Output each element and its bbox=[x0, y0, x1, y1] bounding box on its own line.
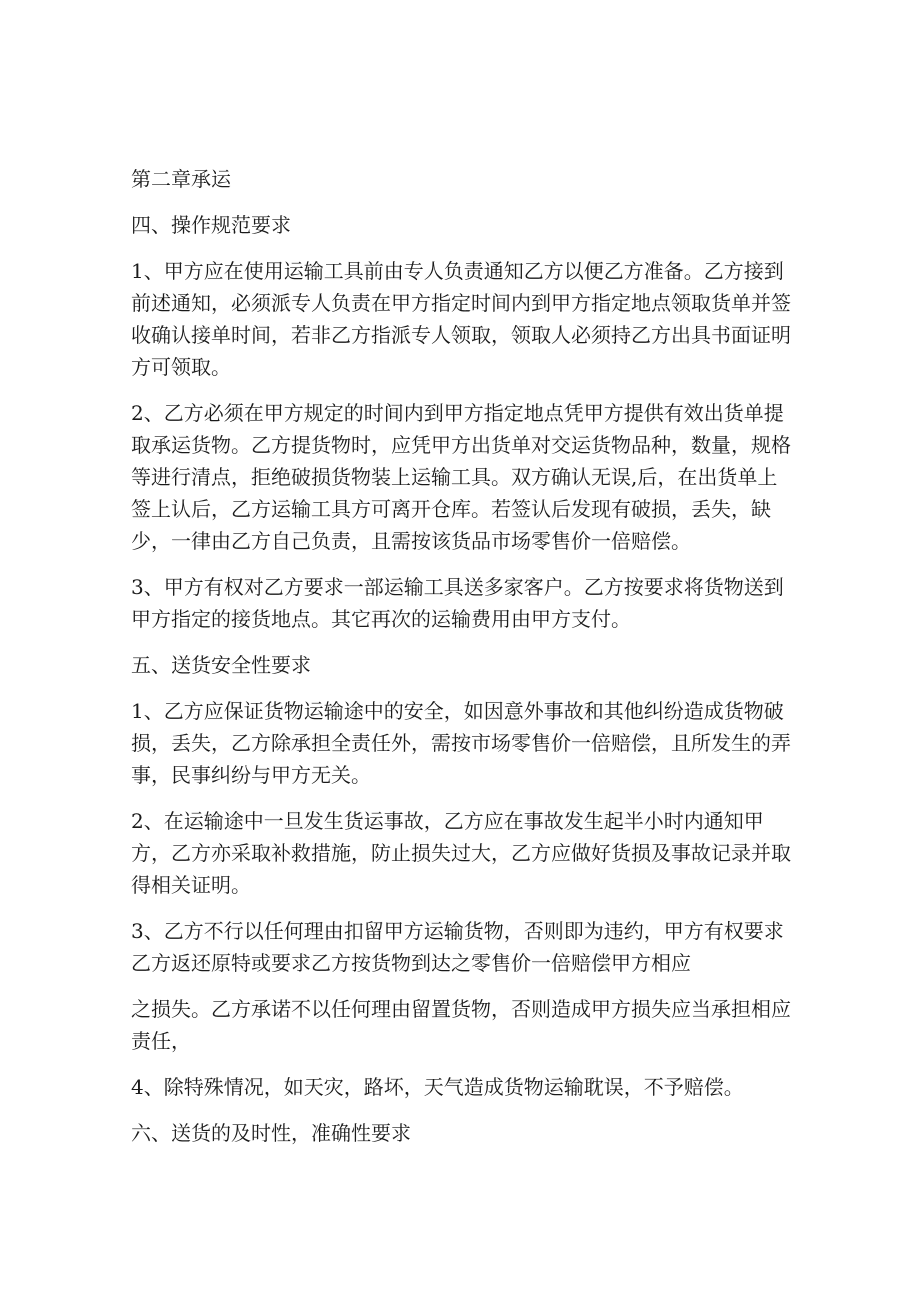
text-line: 签上认后，乙方运输工具方可离开仓库。若签认后发现有破损，丢失，缺 bbox=[131, 497, 771, 521]
section5-item3-part2 bbox=[131, 993, 793, 1057]
text-line: 3、甲方有权对乙方要求一部运输工具送多家客户。乙方按要求将货物送到 bbox=[131, 575, 784, 599]
text-line: 1、甲方应在使用运输工具前由专人负责通知乙方以便乙方准备。乙方接到 bbox=[131, 259, 784, 283]
text-line: 2、乙方必须在甲方规定的时间内到甲方指定地点凭甲方提供有效出货单提 bbox=[131, 401, 784, 425]
text-line: 方，乙方亦采取补救措施，防止损失过大，乙方应做好货损及事故记录并取 bbox=[131, 841, 791, 865]
section5-item4 bbox=[131, 1071, 793, 1103]
chapter-title bbox=[131, 163, 793, 195]
text-line: 之损失。乙方承诺不以任何理由留置货物，否则造成甲方损失应当承担相应 bbox=[131, 997, 791, 1021]
text-line: 甲方指定的接货地点。其它再次的运输费用由甲方支付。 bbox=[131, 607, 631, 631]
text-line: 五、送货安全性要求 bbox=[131, 653, 311, 677]
text-line: 4、除特殊情况，如天灾，路坏，天气造成货物运输耽误，不予赔偿。 bbox=[131, 1075, 744, 1099]
text-line: 四、操作规范要求 bbox=[131, 213, 291, 237]
text-line: 取承运货物。乙方提货物时，应凭甲方出货单对交运货物品种，数量，规格 bbox=[131, 433, 791, 457]
text-line: 责任， bbox=[131, 1029, 191, 1053]
section-heading-5 bbox=[131, 649, 793, 681]
section4-item3 bbox=[131, 571, 793, 635]
section5-item2 bbox=[131, 805, 793, 901]
section4-item1 bbox=[131, 255, 793, 383]
text-line: 收确认接单时间，若非乙方指派专人领取，领取人必须持乙方出具书面证明 bbox=[131, 323, 791, 347]
text-line: 2、在运输途中一旦发生货运事故，乙方应在事故发生起半小时内通知甲 bbox=[131, 809, 764, 833]
section-heading-4 bbox=[131, 209, 793, 241]
text-line: 等进行清点，拒绝破损货物装上运输工具。双方确认无误,后，在出货单上 bbox=[131, 465, 778, 489]
text-line: 得相关证明。 bbox=[131, 873, 251, 897]
text-line: 少，一律由乙方自己负责，且需按该货品市场零售价一倍赔偿。 bbox=[131, 529, 691, 553]
text-line: 方可领取。 bbox=[131, 355, 231, 379]
text-line: 第二章承运 bbox=[131, 167, 231, 191]
text-line: 3、乙方不行以任何理由扣留甲方运输货物，否则即为违约，甲方有权要求 bbox=[131, 919, 784, 943]
section-heading-6 bbox=[131, 1117, 793, 1149]
section4-item2 bbox=[131, 397, 793, 557]
text-line: 1、乙方应保证货物运输途中的安全，如因意外事故和其他纠纷造成货物破 bbox=[131, 699, 784, 723]
section5-item1 bbox=[131, 695, 793, 791]
text-line: 前述通知，必须派专人负责在甲方指定时间内到甲方指定地点领取货单并签 bbox=[131, 291, 791, 315]
text-line: 损，丢失，乙方除承担全责任外，需按市场零售价一倍赔偿，且所发生的弄 bbox=[131, 731, 791, 755]
document-body bbox=[131, 163, 793, 1163]
text-line: 乙方返还原特或要求乙方按货物到达之零售价一倍赔偿甲方相应 bbox=[131, 951, 691, 975]
text-line: 事，民事纠纷与甲方无关。 bbox=[131, 763, 371, 787]
section5-item3-part1 bbox=[131, 915, 793, 979]
text-line: 六、送货的及时性，准确性要求 bbox=[131, 1121, 411, 1145]
